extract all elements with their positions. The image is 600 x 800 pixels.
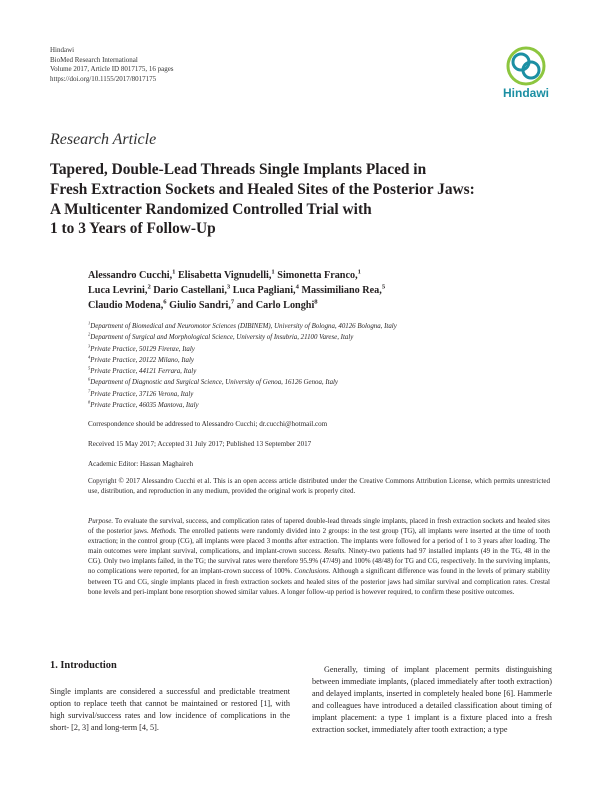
author-affiliation-mark: 1 bbox=[172, 268, 176, 276]
author-name: and Carlo Longhi bbox=[234, 300, 315, 312]
abstract-results-label: Results. bbox=[324, 547, 347, 556]
affiliation-list bbox=[88, 321, 548, 411]
hindawi-logo-icon bbox=[506, 46, 546, 86]
author-name: Giulio Sandri, bbox=[166, 300, 231, 312]
author-name: Massimiliano Rea, bbox=[298, 285, 382, 297]
abstract bbox=[88, 516, 550, 597]
affiliation bbox=[88, 332, 548, 343]
author-name: Luca Pagliani, bbox=[230, 285, 296, 297]
abstract-results: Ninety-two patients had 97 installed implants (49 in the TG, 48 in the CG). Only two implants failed, in the TG; the survival rates were therefore 95.9% (47/49) and 100% (48/48) for TG and CG, respectively. In the surviving implants, no complications were reported, for an implant-crown success of 100%. bbox=[88, 547, 550, 576]
abstract-conclusions-label: Conclusions. bbox=[294, 567, 331, 576]
title-line: A Multicenter Randomized Controlled Trial with bbox=[50, 200, 372, 218]
author-affiliation-mark: 4 bbox=[295, 283, 299, 291]
affiliation bbox=[88, 355, 548, 366]
abstract-methods-label: Methods. bbox=[150, 527, 177, 536]
affiliation-text: Private Practice, 20122 Milano, Italy bbox=[90, 356, 194, 364]
author-affiliation-mark: 2 bbox=[147, 283, 151, 291]
affiliation-number: 1 bbox=[88, 320, 91, 326]
affiliation-number: 5 bbox=[88, 365, 91, 371]
doi-link[interactable]: https://doi.org/10.1155/2017/8017175 bbox=[50, 74, 157, 83]
author-affiliation-mark: 3 bbox=[226, 283, 231, 291]
introduction-column-left: Single implants are considered a successful and predictable treatment option to replace teeth that cannot be maintained or restored [1], with high survival/success rates and low incidence of complications in the short- [2, 3] and long-term [4, 5]. bbox=[50, 687, 290, 732]
author-list bbox=[88, 268, 508, 314]
abstract-purpose: To evaluate the survival, success, and complication rates of tapered double-lead threads single implants, placed in fresh extraction sockets and healed sites of the posterior jaws. bbox=[88, 517, 550, 536]
hindawi-logo bbox=[494, 46, 558, 100]
article-type: Research Article bbox=[50, 131, 157, 148]
affiliation-number: 3 bbox=[88, 343, 91, 349]
affiliation bbox=[88, 344, 548, 355]
affiliation-number: 4 bbox=[88, 354, 91, 360]
title-line: Tapered, Double-Lead Threads Single Implants Placed in bbox=[50, 161, 427, 178]
author-name: Alessandro Cucchi, bbox=[88, 270, 173, 281]
author-affiliation-mark: 8 bbox=[314, 299, 318, 307]
affiliation bbox=[88, 400, 548, 411]
affiliation-text: Department of Surgical and Morphological Science, University of Insubria, 21100 Varese, Italy bbox=[90, 334, 354, 342]
author-name: Dario Castellani, bbox=[150, 285, 227, 297]
copyright-notice: Copyright © 2017 Alessandro Cucchi et al. This is an open access article distributed under the Creative Commons Attribution License, which permits unrestricted use, distribution, and reproduction in any medium, provided the original work is properly cited. bbox=[88, 477, 550, 496]
author-name: Simonetta Franco, bbox=[274, 270, 358, 281]
journal-name: BioMed Research International bbox=[50, 55, 138, 64]
publisher-name: Hindawi bbox=[50, 46, 75, 54]
title-line: 1 to 3 Years of Follow-Up bbox=[50, 220, 216, 238]
introduction-column-right: Generally, timing of implant placement permits distinguishing between immediate implants, (placed immediately after tooth extraction) and delayed implants, inserted in completely healed bone [6]. Hammerle and colleagues have introduced a detailed classification about timing of implant placement: a type 1 implant is a fixture placed into a fresh extraction socket, immediately after tooth extraction; a type bbox=[312, 665, 552, 734]
section-heading-introduction: 1. Introduction bbox=[50, 660, 117, 671]
affiliation-text: Private Practice, 50129 Firenze, Italy bbox=[90, 345, 195, 353]
affiliation-number: 2 bbox=[88, 332, 91, 337]
journal-meta bbox=[50, 46, 174, 84]
title-line: Fresh Extraction Sockets and Healed Sites of the Posterior Jaws: bbox=[50, 180, 475, 198]
affiliation-text: Private Practice, 46035 Mantova, Italy bbox=[90, 402, 199, 410]
author-affiliation-mark: 1 bbox=[271, 268, 275, 276]
logo-text: Hindawi bbox=[502, 86, 549, 100]
author-affiliation-mark: 1 bbox=[357, 268, 361, 276]
author-affiliation-mark: 7 bbox=[230, 299, 235, 307]
correspondence: Correspondence should be addressed to Alessandro Cucchi; dr.cucchi@hotmail.com bbox=[88, 420, 328, 428]
author-name: Luca Levrini, bbox=[88, 285, 148, 297]
academic-editor: Academic Editor: Hassan Maghaireh bbox=[88, 460, 193, 468]
affiliation-text: Department of Biomedical and Neuromotor Sciences (DIBINEM), University of Bologna, 40126 Bologna, Italy bbox=[90, 323, 397, 330]
affiliation bbox=[88, 377, 548, 388]
affiliation-text: Private Practice, 37126 Verona, Italy bbox=[90, 390, 194, 398]
affiliation bbox=[88, 321, 548, 332]
abstract-purpose-label: Purpose. bbox=[88, 517, 114, 525]
affiliation-number: 7 bbox=[88, 388, 91, 394]
volume-info: Volume 2017, Article ID 8017175, 16 pages bbox=[50, 65, 174, 74]
affiliation-number: 6 bbox=[88, 377, 91, 383]
affiliation-text: Department of Diagnostic and Surgical Science, University of Genoa, 16126 Genoa, Italy bbox=[90, 379, 338, 387]
author-name: Elisabetta Vignudelli, bbox=[175, 270, 272, 281]
affiliation bbox=[88, 389, 548, 400]
author-affiliation-mark: 5 bbox=[381, 283, 386, 291]
author-affiliation-mark: 6 bbox=[163, 299, 167, 307]
abstract-conclusions: Although a significant difference was found in the levels of primary stability between TG and CG, single implants placed in fresh extraction sockets and healed sites of the posterior jaws had similar survival and complication rates. Crestal bone levels and peri-implant bone resorption showed similar values. A longer follow-up period is however required, to confirm these positive outcomes. bbox=[88, 567, 550, 596]
abstract-methods: The enrolled patients were randomly divided into 2 groups: in the test group (TG), all implants were inserted at the time of tooth extraction; in the control group (CG), all implants were placed 3 months after extraction. The implants were followed for a period of 1 to 3 years after loading. The main outcomes were implant survival, complications, and implant-crown success. bbox=[88, 527, 550, 556]
affiliation bbox=[88, 366, 548, 377]
affiliation-text: Private Practice, 44121 Ferrara, Italy bbox=[90, 368, 197, 376]
publication-dates: Received 15 May 2017; Accepted 31 July 2017; Published 13 September 2017 bbox=[88, 440, 312, 448]
author-name: Claudio Modena, bbox=[88, 300, 164, 312]
article-title bbox=[50, 160, 550, 239]
affiliation-number: 8 bbox=[88, 399, 91, 405]
